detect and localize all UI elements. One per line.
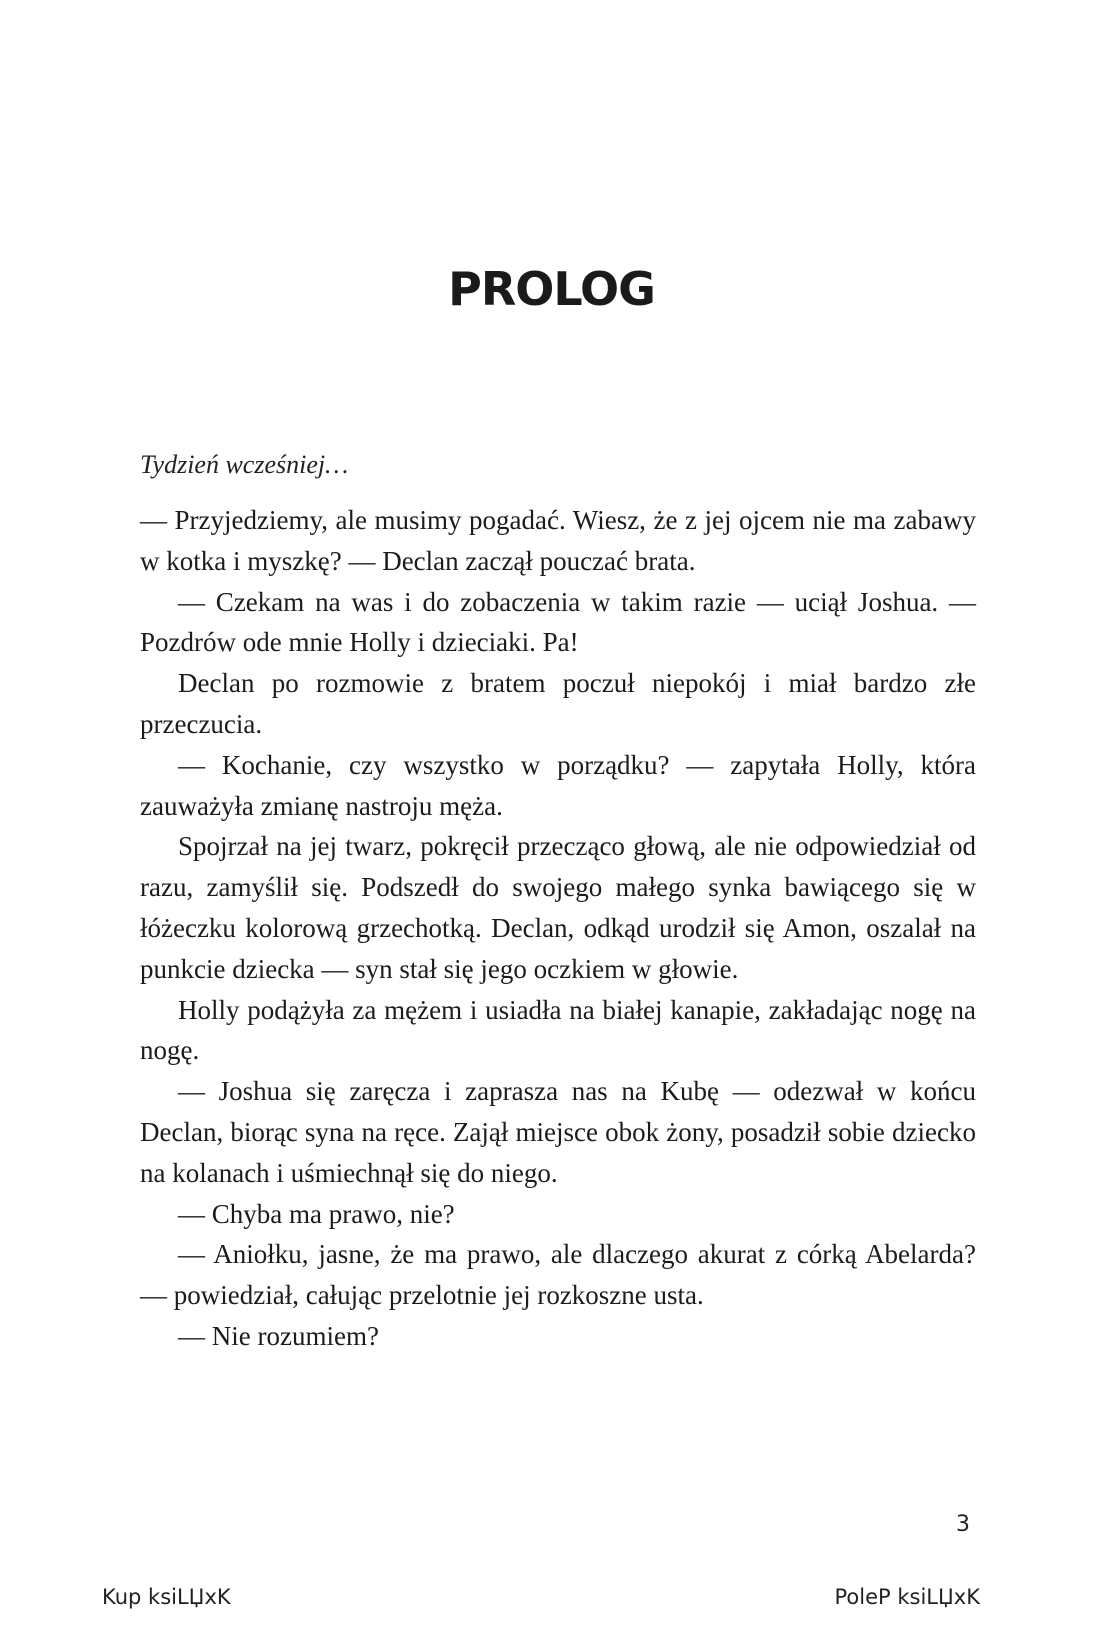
paragraph: — Czekam na was i do zobaczenia w takim razie — uciął Joshua. — Pozdrów ode mnie Holly i dzieciaki. Pa! [140,586,976,658]
page-number: 3 [956,1512,970,1537]
paragraph: Holly podążyła za mężem i usiadła na białej kanapie, zakładając nogę na nogę. [140,994,976,1066]
chapter-subtitle: Tydzień wcześniej… [140,450,349,479]
buy-book-link[interactable]: Kup ksiLЏxK [102,1585,231,1609]
paragraph: — Aniołku, jasne, że ma prawo, ale dlaczego akurat z córką Abelarda? — powiedział, całując przelotnie jej rozkoszne usta. [140,1239,976,1311]
paragraph: — Przyjedziemy, ale musimy pogadać. Wiesz, że z jej ojcem nie ma zabawy w kotka i myszkę? — Declan zaczął pouczać brata. [140,505,976,576]
paragraph: — Joshua się zaręcza i zaprasza nas na Kubę — odezwał w końcu Declan, biorąc syna na ręce. Zajął miejsce obok żony, posadził sobie dziecko na kolanach i uśmiechnął się do niego. [140,1076,976,1188]
paragraph: — Nie rozumiem? [178,1320,379,1351]
recommend-book-link[interactable]: PoleP ksiLЏxK [834,1585,980,1609]
chapter-title: PROLOG [448,262,655,316]
chapter-body [140,500,976,1357]
paragraph: — Chyba ma prawo, nie? [178,1198,455,1229]
paragraph: — Kochanie, czy wszystko w porządku? — zapytała Holly, która zauważyła zmianę nastroju męża. [140,749,976,821]
paragraph: Declan po rozmowie z bratem poczuł niepokój i miał bardzo złe przeczucia. [140,668,976,739]
paragraph: Spojrzał na jej twarz, pokręcił przecząco głową, ale nie odpowiedział od razu, zamyślił się. Podszedł do swojego małego synka bawiącego się w łóżeczku kolorową grzechotką. Declan, odkąd urodził się Amon, oszalał na punkcie dziecka — syn stał się jego oczkiem w głowie. [140,831,976,984]
